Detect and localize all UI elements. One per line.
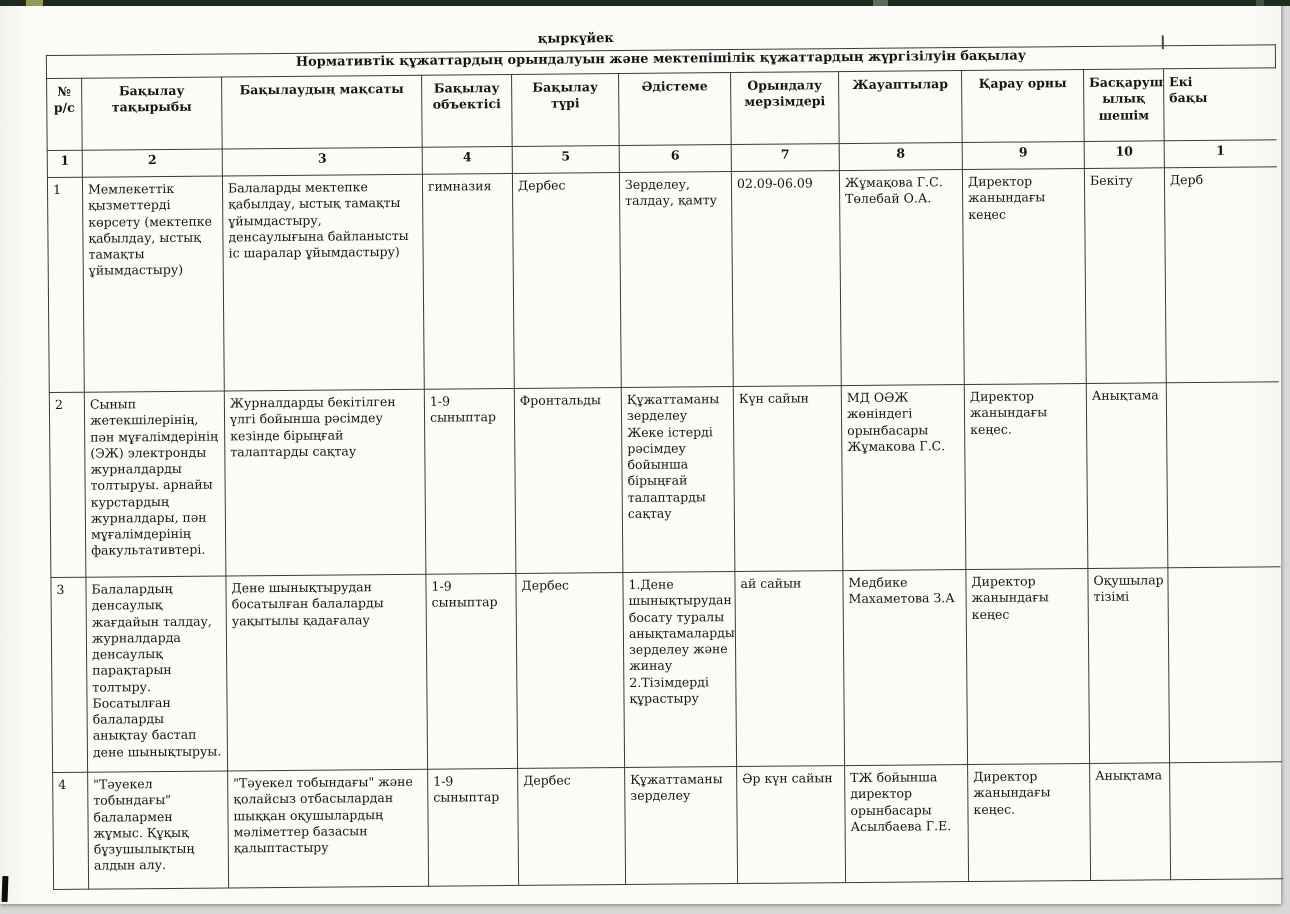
cell-goal: Балаларды мектепке қабылдау, ыстық тамақты ұйымдастыру, денсаулығына байланысты іс шаралар ұйымдастыру) — [222, 174, 424, 391]
scanner-edge-strip — [0, 0, 1290, 6]
cell-method: Зерделеу, талдау, қамту — [619, 172, 733, 388]
col-number: 4 — [422, 146, 512, 174]
col-header-goal: Бақылаудың мақсаты — [222, 75, 423, 149]
table-row — [51, 567, 1282, 773]
col-number: 1 — [47, 150, 82, 177]
cell-goal: Журналдарды бекітілген үлгі бойынша рәсімдеу кезінде бірыңғай талаптарды сақтау — [224, 389, 426, 576]
cell-decision: Оқушылар тізімі — [1088, 568, 1170, 764]
cell-decision: Анықтама — [1086, 383, 1168, 569]
cell-row-number: 2 — [49, 392, 86, 577]
table-title: Нормативтік құжаттардың орындалуын және мектепішілік құжаттардың жүргізілуін бақылау — [46, 45, 1275, 79]
cell-topic: Сынып жетекшілерінің, пән мұғалімдерінің (ЭЖ) электронды журналдарды толтыруы. арнайы курстардың журналдары, пән мұғалімдерінің факультативтері. — [84, 391, 226, 577]
cell-dates: Күн сайын — [733, 386, 843, 572]
table-header-row — [47, 68, 1277, 151]
cell-goal: Дене шынықтырудан босатылған балаларды уақытылы қадағалау — [226, 574, 428, 771]
col-number: 8 — [839, 143, 962, 171]
cell-object: 1-9 сыныптар — [424, 388, 516, 574]
col-number: 7 — [731, 144, 839, 172]
cell-object: 1-9 сыныптар — [428, 768, 519, 886]
table-row — [47, 167, 1278, 393]
col-header-object: Бақылау объектісі — [422, 74, 513, 147]
cell-dates: Әр күн сайын — [737, 766, 846, 884]
col-header-decision: Басқаруш ылық шешім — [1084, 69, 1165, 142]
col-number: 3 — [222, 147, 422, 176]
col-header-dates: Орындалу мерзімдері — [731, 72, 840, 145]
col-header-type: Бақылау түрі — [512, 74, 620, 147]
col-number: 5 — [512, 146, 619, 174]
cell-dates: 02.09-06.09 — [731, 171, 841, 387]
col-number: 10 — [1084, 141, 1164, 169]
cell-method: 1.Дене шынықтырудан босату туралы анықтамаларды зерделеу және жинау 2.Тізімдерді құрастыру — [623, 572, 737, 768]
cell-second-control — [1170, 762, 1283, 880]
cell-row-number: 4 — [53, 772, 89, 889]
cell-type: Дербес — [512, 173, 621, 389]
cell-method: Құжаттаманы зерделеу — [625, 767, 738, 885]
cell-second-control: Дерб — [1164, 167, 1278, 383]
cell-responsible: Жұмақова Г.С. Төлебай О.А. — [839, 170, 964, 386]
scanner-strip-notch — [1256, 0, 1264, 6]
cell-place: Директор жанындағы кеңес — [966, 568, 1090, 764]
col-number: 1 — [1164, 140, 1276, 168]
month-label: қыркүйек — [537, 31, 614, 47]
cell-object: гимназия — [422, 173, 514, 389]
cell-goal: "Тәуекел тобындағы" және қолайсыз отбасылардан шыққан оқушылардың мәліметтер базасын қалыптастыру — [228, 769, 429, 888]
column-border-stub — [1162, 35, 1164, 49]
cell-second-control — [1168, 567, 1282, 763]
cell-type: Дербес — [518, 768, 626, 886]
scan-artifact-mark — [2, 876, 9, 902]
document-body — [46, 25, 1282, 890]
cell-type: Дербес — [516, 573, 625, 769]
cell-responsible: Медбике Махаметова З.А — [843, 570, 968, 766]
cell-dates: ай сайын — [735, 571, 845, 767]
col-header-method: Әдістеме — [619, 73, 732, 146]
cell-place: Директор жанындағы кеңес. — [964, 383, 1088, 569]
cell-row-number: 3 — [51, 577, 88, 772]
cell-object: 1-9 сыныптар — [426, 573, 518, 769]
cell-type: Фронтальды — [514, 388, 623, 574]
col-header-second-control: Екі бақы — [1164, 68, 1277, 141]
col-number: 6 — [619, 145, 731, 173]
col-number: 9 — [962, 141, 1084, 169]
col-header-row-number: № р/с — [47, 78, 83, 150]
col-header-responsible: Жауаптылар — [839, 71, 963, 144]
scanner-strip-notch — [26, 0, 43, 6]
cell-topic: Балалардың денсаулық жағдайын талдау, журналдарда денсаулық парақтарын толтыру. Босатылған балаларды анықтау бастап дене шынықтыруы. — [86, 576, 228, 772]
cell-responsible: МД ОӘЖ жөніндегі орынбасары Жұмакова Г.С. — [841, 385, 966, 571]
col-header-topic: Бақылау тақырыбы — [82, 77, 223, 150]
col-header-place: Қарау орны — [962, 69, 1085, 142]
cell-decision: Анықтама — [1090, 763, 1171, 881]
table-row — [49, 382, 1280, 578]
cell-second-control — [1166, 382, 1280, 568]
control-plan-table — [46, 44, 1283, 890]
cell-responsible: ТЖ бойынша директор орынбасары Асылбаева Г.Е. — [845, 765, 969, 883]
table-row — [53, 762, 1283, 890]
cell-topic: "Тәуекел тобындағы" балалармен жұмыс. Құқық бұзушылықтың алдын алу. — [88, 771, 229, 889]
cell-place: Директор жанындағы кеңес — [962, 168, 1086, 384]
scanner-strip-notch — [873, 0, 888, 6]
cell-decision: Бекіту — [1084, 168, 1166, 384]
cell-topic: Мемлекеттік қызметтерді көрсету (мектепке қабылдау, ыстық тамақты ұйымдастыру) — [82, 176, 224, 392]
cell-method: Құжаттаманы зерделеу Жеке істерді рәсімдеу бойынша бірыңғай талаптарды сақтау — [621, 387, 735, 573]
cell-row-number: 1 — [47, 177, 84, 392]
cell-place: Директор жанындағы кеңес. — [968, 763, 1091, 881]
col-number: 2 — [82, 149, 222, 177]
